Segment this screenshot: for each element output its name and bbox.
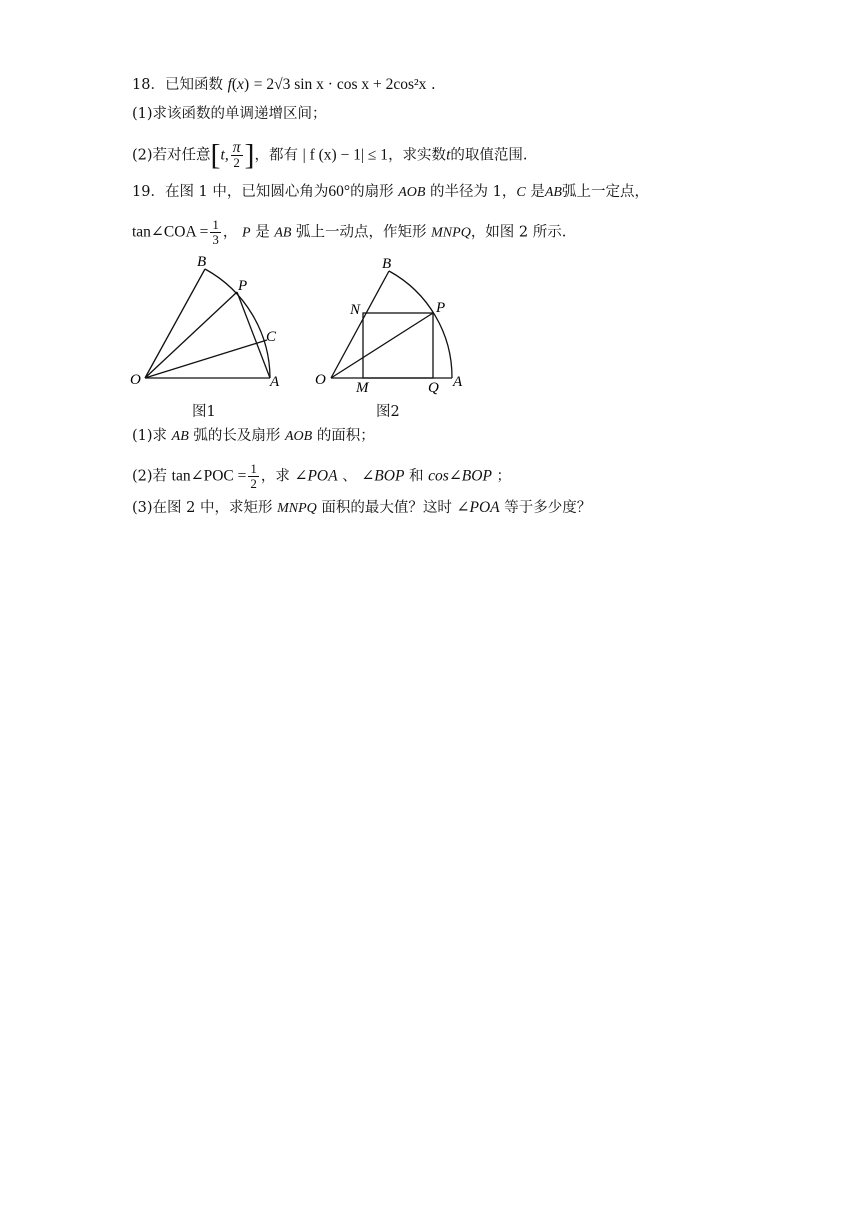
q18-part2: (2)若对任意[t, $\frac{\pi}{2}$ ]，都有 | f (x) − 1| ≤ 1，求实数t的取值范围. <box>132 138 528 172</box>
figure-2-diagram <box>310 250 480 395</box>
fig2-rectangle-MNPQ <box>363 313 433 378</box>
figure-2-caption: 图2 <box>376 404 400 420</box>
fig2-label-A: A <box>453 374 463 390</box>
fig2-arc-AB <box>389 271 452 378</box>
q18-function-formula: = 2√3 sin x · cos x + 2cos²x <box>253 76 427 93</box>
fig2-label-N: N <box>350 302 361 318</box>
fig2-label-P: P <box>436 300 446 316</box>
fig2-label-O: O <box>315 372 326 388</box>
fig1-label-P: P <box>238 278 248 294</box>
q19-line1: 19．在图 1 中，已知圆心角为60°的扇形 AOB 的半径为 1，C 是AB弧上一定点， <box>132 183 649 200</box>
fig2-segment-OP <box>331 313 433 378</box>
fig2-label-B: B <box>382 256 392 272</box>
fig1-segment-OP <box>145 292 237 378</box>
figure-1-caption: 图1 <box>192 404 216 420</box>
q18-part1: (1)求该函数的单调递增区间； <box>132 106 327 122</box>
fig1-label-B: B <box>197 254 207 270</box>
q19-part3: (3)在图 2 中，求矩形 MNPQ 面积的最大值？这时 ∠POA 等于多少度？ <box>132 499 592 516</box>
fig2-segment-OB <box>331 271 389 378</box>
fig1-label-C: C <box>266 329 277 345</box>
figure-1-diagram <box>125 250 295 390</box>
q19-part2: (2)若 tan∠POC = $\frac{1}{2}$ ，求 ∠POA 、 ∠BOP 和 cos∠BOP ； <box>132 461 512 491</box>
q18-line1: 18．已知函数 f(x) = 2√3 sin x · cos x + 2cos²x . <box>132 76 436 93</box>
q18-inequality: | f (x) − 1| ≤ 1 <box>302 146 389 164</box>
fig2-label-M: M <box>356 380 369 395</box>
fig1-label-A: A <box>270 374 280 390</box>
fig1-label-O: O <box>130 372 141 388</box>
q19-line2: tan∠COA = $\frac{1}{3}$ ， P 是 AB 弧上一动点，作矩形 MNPQ，如图 2 所示. <box>132 217 567 247</box>
q19-part1: (1)求 AB 弧的长及扇形 AOB 的面积； <box>132 428 375 444</box>
fig2-label-Q: Q <box>428 380 439 395</box>
